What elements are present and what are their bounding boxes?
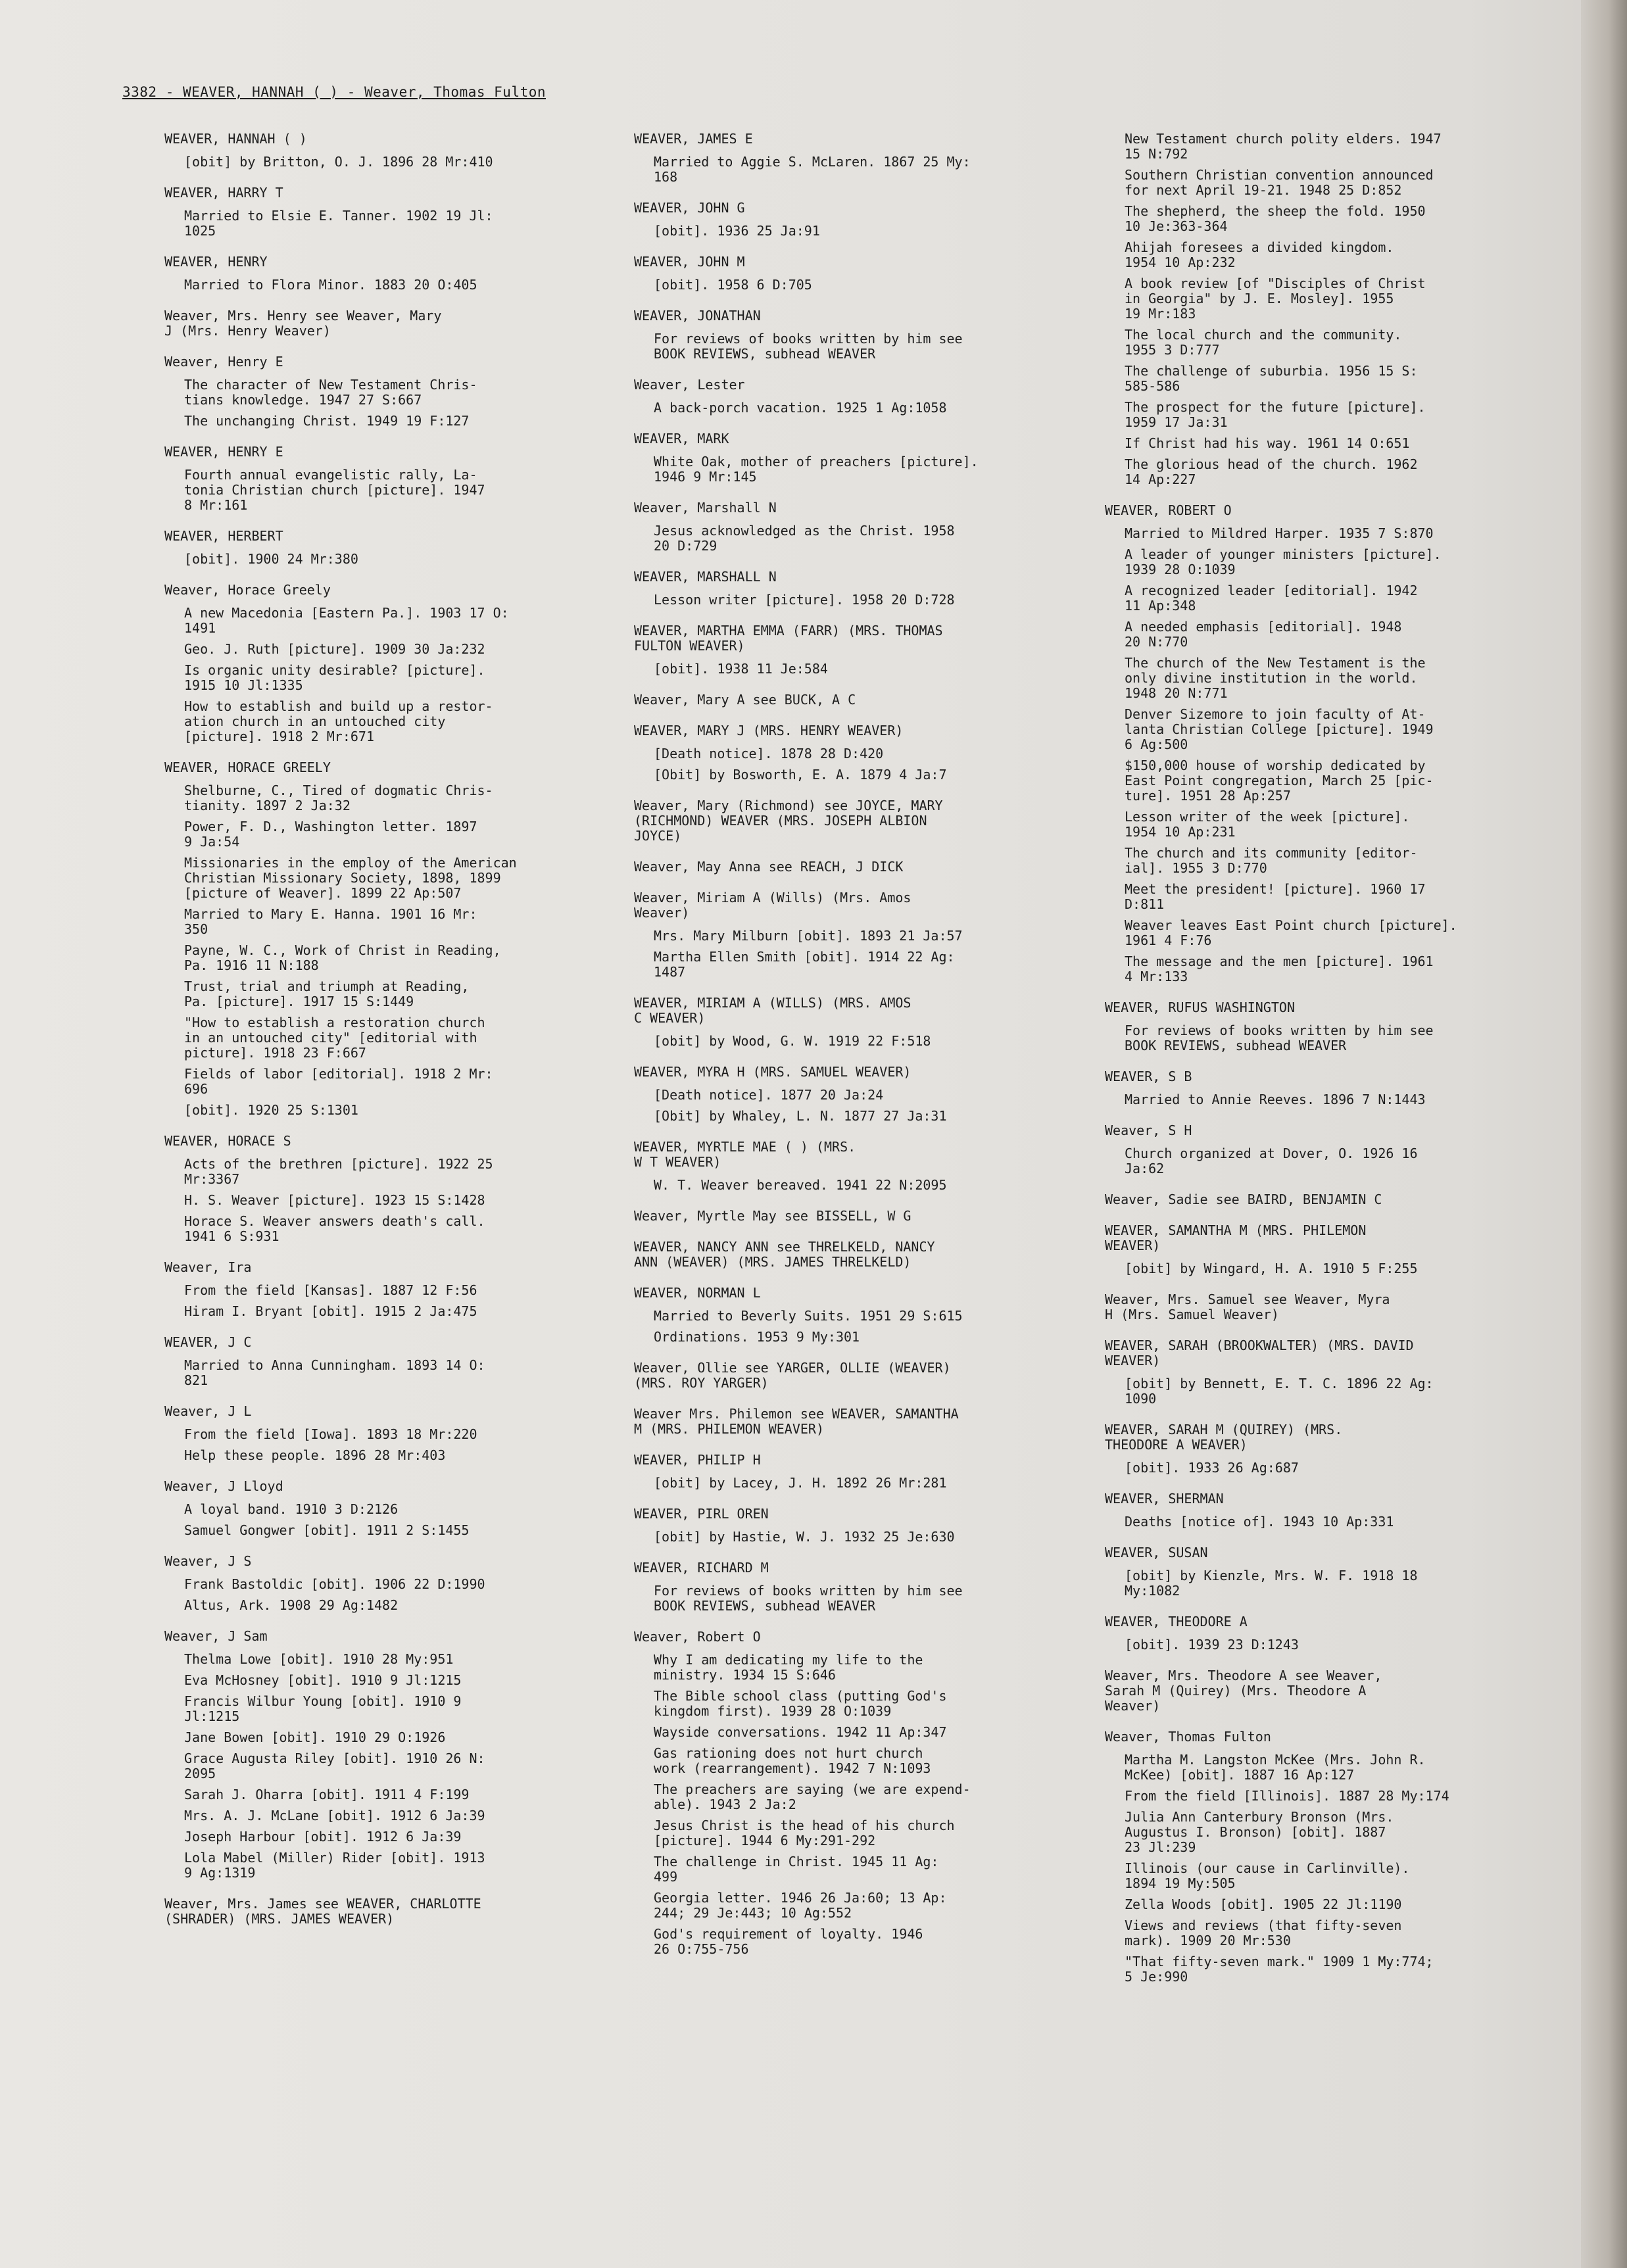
index-entry bbox=[1105, 1292, 1513, 1322]
index-entry bbox=[634, 1140, 1055, 1193]
entry-citation: Fourth annual evangelistic rally, La- tonia Christian church [picture]. 1947 8 Mr:161 bbox=[184, 467, 485, 513]
entry-citation: For reviews of books written by him see BOOK REVIEWS, subhead WEAVER bbox=[1125, 1023, 1434, 1053]
entry-citation: The message and the men [picture]. 1961 4 Mr:133 bbox=[1125, 953, 1434, 984]
entry-heading: Weaver, Thomas Fulton bbox=[1105, 1729, 1271, 1745]
entry-citation: [obit] by Britton, O. J. 1896 28 Mr:410 bbox=[184, 154, 493, 170]
index-entry bbox=[164, 1404, 598, 1463]
entry-citation: The church of the New Testament is the only divine institution in the world. 1948 20 N:771 bbox=[1125, 655, 1426, 701]
entry-citation: [Death notice]. 1878 28 D:420 bbox=[654, 746, 884, 761]
entry-citation: Martha M. Langston McKee (Mrs. John R. McKee) [obit]. 1887 16 Ap:127 bbox=[1125, 1752, 1426, 1783]
entry-citation: A leader of younger ministers [picture]. 1939 28 O:1039 bbox=[1125, 546, 1442, 577]
entry-citation: Shelburne, C., Tired of dogmatic Chris- tianity. 1897 2 Ja:32 bbox=[184, 783, 493, 813]
entry-heading: Weaver, Henry E bbox=[164, 354, 283, 370]
entry-citation: Denver Sizemore to join faculty of At- lanta Christian College [picture]. 1949 6 Ag:500 bbox=[1125, 706, 1434, 752]
entry-heading: Weaver, Lester bbox=[634, 377, 745, 393]
entry-citation: Married to Flora Minor. 1883 20 O:405 bbox=[184, 277, 477, 293]
entry-citation: Payne, W. C., Work of Christ in Reading, Pa. 1916 11 N:188 bbox=[184, 942, 501, 973]
entry-heading: WEAVER, PIRL OREN bbox=[634, 1506, 769, 1522]
entry-citation: Jesus acknowledged as the Christ. 1958 20 D:729 bbox=[654, 523, 955, 554]
entry-heading: WEAVER, MYRA H (MRS. SAMUEL WEAVER) bbox=[634, 1064, 911, 1080]
entry-heading: WEAVER, PHILIP H bbox=[634, 1452, 761, 1468]
entry-heading: Weaver, Ollie see YARGER, OLLIE (WEAVER) (MRS. ROY YARGER) bbox=[634, 1360, 951, 1391]
index-column-2 bbox=[634, 132, 1055, 1973]
entry-citation: Lesson writer of the week [picture]. 1954 10 Ap:231 bbox=[1125, 809, 1410, 840]
entry-citation: [obit] by Wingard, H. A. 1910 5 F:255 bbox=[1125, 1261, 1418, 1276]
index-entry bbox=[1105, 1338, 1513, 1407]
entry-citation: Mrs. A. J. McLane [obit]. 1912 6 Ja:39 bbox=[184, 1808, 485, 1823]
entry-heading: WEAVER, HANNAH ( ) bbox=[164, 131, 307, 147]
entry-citation: Lesson writer [picture]. 1958 20 D:728 bbox=[654, 592, 955, 608]
index-entry bbox=[164, 1554, 598, 1613]
entry-heading: WEAVER, HARRY T bbox=[164, 185, 283, 201]
entry-heading: Weaver, J Lloyd bbox=[164, 1478, 283, 1494]
entry-citation: Eva McHosney [obit]. 1910 9 Jl:1215 bbox=[184, 1672, 462, 1688]
index-entry bbox=[164, 185, 598, 239]
entry-heading: Weaver, J Sam bbox=[164, 1628, 268, 1644]
entry-heading: WEAVER, SAMANTHA M (MRS. PHILEMON WEAVER) bbox=[1105, 1222, 1367, 1253]
entry-citation: Southern Christian convention announced for next April 19-21. 1948 25 D:852 bbox=[1125, 167, 1434, 198]
entry-citation: Lola Mabel (Miller) Rider [obit]. 1913 9 Ag:1319 bbox=[184, 1850, 485, 1881]
entry-citation: Acts of the brethren [picture]. 1922 25 Mr:3367 bbox=[184, 1156, 493, 1187]
entry-heading: WEAVER, MARSHALL N bbox=[634, 569, 777, 585]
entry-citation: Geo. J. Ruth [picture]. 1909 30 Ja:232 bbox=[184, 641, 485, 657]
entry-citation: [obit] by Lacey, J. H. 1892 26 Mr:281 bbox=[654, 1475, 947, 1491]
entry-citation: Weaver leaves East Point church [picture]. 1961 4 F:76 bbox=[1125, 917, 1457, 948]
index-entry bbox=[634, 798, 1055, 844]
entry-citation: Wayside conversations. 1942 11 Ap:347 bbox=[654, 1724, 947, 1740]
index-entry bbox=[164, 583, 598, 744]
entry-citation: A new Macedonia [Eastern Pa.]. 1903 17 O: 1491 bbox=[184, 605, 509, 636]
entry-citation: [obit] by Wood, G. W. 1919 22 F:518 bbox=[654, 1033, 931, 1049]
entry-heading: WEAVER, NANCY ANN see THRELKELD, NANCY ANN (WEAVER) (MRS. JAMES THRELKELD) bbox=[634, 1239, 935, 1270]
entry-citation: Help these people. 1896 28 Mr:403 bbox=[184, 1447, 446, 1463]
entry-citation: "That fifty-seven mark." 1909 1 My:774; 5 Je:990 bbox=[1125, 1954, 1434, 1985]
index-entry bbox=[634, 254, 1055, 293]
index-entry bbox=[634, 201, 1055, 239]
index-entry bbox=[164, 1629, 598, 1881]
entry-heading: WEAVER, SARAH (BROOKWALTER) (MRS. DAVID WEAVER) bbox=[1105, 1338, 1414, 1368]
index-entry bbox=[634, 1407, 1055, 1437]
entry-citation: [Obit] by Bosworth, E. A. 1879 4 Ja:7 bbox=[654, 767, 947, 783]
index-entry bbox=[634, 692, 1055, 708]
entry-heading: Weaver, Marshall N bbox=[634, 500, 777, 516]
entry-citation: Married to Mary E. Hanna. 1901 16 Mr: 350 bbox=[184, 906, 477, 937]
index-entry bbox=[634, 1361, 1055, 1391]
entry-heading: WEAVER, JAMES E bbox=[634, 131, 753, 147]
entry-citation: Sarah J. Oharra [obit]. 1911 4 F:199 bbox=[184, 1787, 470, 1802]
entry-heading: Weaver, Sadie see BAIRD, BENJAMIN C bbox=[1105, 1192, 1382, 1207]
entry-heading: Weaver, Mary (Richmond) see JOYCE, MARY (RICHMOND) WEAVER (MRS. JOSEPH ALBION JOYCE) bbox=[634, 798, 943, 844]
entry-citation: If Christ had his way. 1961 14 O:651 bbox=[1125, 435, 1410, 451]
index-entry bbox=[634, 1629, 1055, 1957]
entry-citation: Jane Bowen [obit]. 1910 29 O:1926 bbox=[184, 1729, 446, 1745]
entry-citation: White Oak, mother of preachers [picture]. 1946 9 Mr:145 bbox=[654, 454, 979, 485]
entry-heading: WEAVER, MARK bbox=[634, 431, 729, 446]
index-entry bbox=[1105, 1000, 1513, 1053]
entry-heading: WEAVER, MYRTLE MAE ( ) (MRS. W T WEAVER) bbox=[634, 1139, 856, 1170]
index-entry bbox=[1105, 1123, 1513, 1176]
index-entry bbox=[1105, 1729, 1513, 1985]
entry-heading: Weaver, Mrs. James see WEAVER, CHARLOTTE (SHRADER) (MRS. JAMES WEAVER) bbox=[164, 1896, 481, 1927]
index-entry bbox=[634, 431, 1055, 485]
index-entry bbox=[164, 1335, 598, 1388]
entry-heading: Weaver, S H bbox=[1105, 1122, 1192, 1138]
entry-heading: Weaver, Mrs. Henry see Weaver, Mary J (Mrs. Henry Weaver) bbox=[164, 308, 442, 339]
entry-heading: WEAVER, HENRY E bbox=[164, 444, 283, 460]
entry-citation: The preachers are saying (we are expend- able). 1943 2 Ja:2 bbox=[654, 1781, 971, 1812]
entry-citation: Joseph Harbour [obit]. 1912 6 Ja:39 bbox=[184, 1829, 462, 1845]
entry-citation: God's requirement of loyalty. 1946 26 O:755-756 bbox=[654, 1926, 923, 1957]
index-entry bbox=[634, 1065, 1055, 1124]
index-entry bbox=[1105, 1668, 1513, 1714]
entry-citation: [obit] by Hastie, W. J. 1932 25 Je:630 bbox=[654, 1529, 955, 1545]
entry-citation: Altus, Ark. 1908 29 Ag:1482 bbox=[184, 1597, 399, 1613]
index-column-1 bbox=[164, 132, 598, 1942]
entry-citation: Gas rationing does not hurt church work (rearrangement). 1942 7 N:1093 bbox=[654, 1745, 931, 1776]
entry-citation: [obit] by Kienzle, Mrs. W. F. 1918 18 My:1082 bbox=[1125, 1568, 1418, 1599]
entry-citation: [obit]. 1958 6 D:705 bbox=[654, 277, 812, 293]
entry-heading: Weaver, Mary A see BUCK, A C bbox=[634, 692, 856, 708]
entry-heading: WEAVER, S B bbox=[1105, 1069, 1192, 1084]
entry-heading: WEAVER, HENRY bbox=[164, 254, 268, 270]
entry-heading: Weaver, May Anna see REACH, J DICK bbox=[634, 859, 904, 875]
index-entry bbox=[634, 500, 1055, 554]
index-entry bbox=[1105, 1491, 1513, 1530]
index-entry bbox=[1105, 1545, 1513, 1599]
index-entry bbox=[634, 1286, 1055, 1345]
index-entry bbox=[1105, 132, 1513, 487]
entry-citation: The glorious head of the church. 1962 14 Ap:227 bbox=[1125, 456, 1418, 487]
entry-citation: The challenge in Christ. 1945 11 Ag: 499 bbox=[654, 1854, 939, 1885]
entry-citation: Ahijah foresees a divided kingdom. 1954 10 Ap:232 bbox=[1125, 239, 1394, 270]
index-entry bbox=[164, 254, 598, 293]
entry-heading: WEAVER, HORACE S bbox=[164, 1133, 291, 1149]
entry-heading: WEAVER, SARAH M (QUIREY) (MRS. THEODORE A WEAVER) bbox=[1105, 1422, 1343, 1453]
entry-heading: Weaver, Ira bbox=[164, 1259, 252, 1275]
entry-citation: Married to Annie Reeves. 1896 7 N:1443 bbox=[1125, 1092, 1426, 1107]
entry-citation: Married to Aggie S. McLaren. 1867 25 My: 168 bbox=[654, 154, 971, 185]
entry-citation: A loyal band. 1910 3 D:2126 bbox=[184, 1501, 399, 1517]
index-entry bbox=[634, 377, 1055, 416]
index-entry bbox=[1105, 1192, 1513, 1207]
entry-heading: WEAVER, NORMAN L bbox=[634, 1285, 761, 1301]
index-entry bbox=[164, 760, 598, 1118]
entry-citation: Why I am dedicating my life to the ministry. 1934 15 S:646 bbox=[654, 1652, 923, 1683]
entry-citation: The prospect for the future [picture]. 1959 17 Ja:31 bbox=[1125, 399, 1426, 430]
entry-heading: WEAVER, THEODORE A bbox=[1105, 1614, 1248, 1629]
entry-citation: [obit]. 1936 25 Ja:91 bbox=[654, 223, 820, 239]
entry-citation: Is organic unity desirable? [picture]. 1915 10 Jl:1335 bbox=[184, 662, 485, 693]
entry-heading: WEAVER, JONATHAN bbox=[634, 308, 761, 324]
entry-citation: Church organized at Dover, O. 1926 16 Ja:62 bbox=[1125, 1146, 1418, 1176]
entry-citation: From the field [Kansas]. 1887 12 F:56 bbox=[184, 1282, 477, 1298]
entry-heading: Weaver, Myrtle May see BISSELL, W G bbox=[634, 1208, 911, 1224]
index-entry bbox=[634, 1507, 1055, 1545]
entry-citation: The Bible school class (putting God's kingdom first). 1939 28 O:1039 bbox=[654, 1688, 947, 1719]
entry-citation: [obit]. 1920 25 S:1301 bbox=[184, 1102, 358, 1118]
entry-citation: Samuel Gongwer [obit]. 1911 2 S:1455 bbox=[184, 1522, 470, 1538]
entry-citation: Married to Anna Cunningham. 1893 14 O: 821 bbox=[184, 1357, 485, 1388]
entry-citation: Grace Augusta Riley [obit]. 1910 26 N: 2095 bbox=[184, 1750, 485, 1781]
entry-citation: Frank Bastoldic [obit]. 1906 22 D:1990 bbox=[184, 1576, 485, 1592]
page-gutter-shadow bbox=[1581, 0, 1627, 2268]
index-entry bbox=[164, 445, 598, 513]
entry-heading: Weaver, Miriam A (Wills) (Mrs. Amos Weaver) bbox=[634, 890, 911, 921]
index-entry bbox=[634, 1209, 1055, 1224]
entry-citation: Georgia letter. 1946 26 Ja:60; 13 Ap: 244; 29 Je:443; 10 Ag:552 bbox=[654, 1890, 947, 1921]
index-entry bbox=[164, 1479, 598, 1538]
index-column-3 bbox=[1105, 132, 1513, 2000]
entry-citation: Married to Elsie E. Tanner. 1902 19 Jl: 1025 bbox=[184, 208, 493, 239]
entry-citation: From the field [Illinois]. 1887 28 My:174 bbox=[1125, 1788, 1449, 1804]
entry-citation: The unchanging Christ. 1949 19 F:127 bbox=[184, 413, 470, 429]
entry-heading: WEAVER, HORACE GREELY bbox=[164, 760, 331, 775]
index-entry bbox=[164, 132, 598, 170]
entry-heading: Weaver, Mrs. Theodore A see Weaver, Sarah M (Quirey) (Mrs. Theodore A Weaver) bbox=[1105, 1668, 1382, 1714]
index-entry bbox=[164, 354, 598, 429]
entry-citation: [Obit] by Whaley, L. N. 1877 27 Ja:31 bbox=[654, 1108, 947, 1124]
index-entry bbox=[634, 569, 1055, 608]
entry-citation: [obit]. 1939 23 D:1243 bbox=[1125, 1637, 1299, 1653]
entry-citation: "How to establish a restoration church in an untouched city" [editorial with picture]. 1918 23 F:667 bbox=[184, 1015, 485, 1061]
entry-heading: WEAVER, JOHN M bbox=[634, 254, 745, 270]
entry-citation: Views and reviews (that fifty-seven mark). 1909 20 Mr:530 bbox=[1125, 1918, 1402, 1948]
entry-citation: Meet the president! [picture]. 1960 17 D:811 bbox=[1125, 881, 1426, 912]
index-entry bbox=[164, 1260, 598, 1319]
entry-heading: WEAVER, MARY J (MRS. HENRY WEAVER) bbox=[634, 723, 904, 738]
entry-citation: The church and its community [editor- ial]. 1955 3 D:770 bbox=[1125, 845, 1418, 876]
entry-heading: Weaver, Horace Greely bbox=[164, 582, 331, 598]
entry-citation: A needed emphasis [editorial]. 1948 20 N:770 bbox=[1125, 619, 1402, 650]
entry-heading: WEAVER, SHERMAN bbox=[1105, 1491, 1224, 1507]
entry-citation: Julia Ann Canterbury Bronson (Mrs. Augustus I. Bronson) [obit]. 1887 23 Jl:239 bbox=[1125, 1809, 1394, 1855]
index-entry bbox=[164, 1896, 598, 1927]
entry-heading: WEAVER, ROBERT O bbox=[1105, 502, 1232, 518]
index-entry bbox=[164, 1134, 598, 1244]
index-entry bbox=[634, 308, 1055, 362]
entry-heading: Weaver, J L bbox=[164, 1403, 252, 1419]
entry-citation: W. T. Weaver bereaved. 1941 22 N:2095 bbox=[654, 1177, 947, 1193]
entry-citation: [Death notice]. 1877 20 Ja:24 bbox=[654, 1087, 884, 1103]
index-entry bbox=[634, 1240, 1055, 1270]
entry-heading: Weaver, Mrs. Samuel see Weaver, Myra H (Mrs. Samuel Weaver) bbox=[1105, 1291, 1390, 1322]
entry-citation: A back-porch vacation. 1925 1 Ag:1058 bbox=[654, 400, 947, 416]
entry-heading: Weaver, J S bbox=[164, 1553, 252, 1569]
entry-citation: Hiram I. Bryant [obit]. 1915 2 Ja:475 bbox=[184, 1303, 477, 1319]
running-header: 3382 - WEAVER, HANNAH ( ) - Weaver, Thomas Fulton bbox=[122, 84, 546, 100]
entry-citation: Mrs. Mary Milburn [obit]. 1893 21 Ja:57 bbox=[654, 928, 963, 944]
index-entry bbox=[164, 308, 598, 339]
entry-citation: From the field [Iowa]. 1893 18 Mr:220 bbox=[184, 1426, 477, 1442]
entry-citation: [obit]. 1938 11 Je:584 bbox=[654, 661, 828, 677]
entry-citation: The shepherd, the sheep the fold. 1950 10 Je:363-364 bbox=[1125, 203, 1426, 234]
entry-heading: WEAVER, RICHARD M bbox=[634, 1560, 769, 1576]
entry-citation: H. S. Weaver [picture]. 1923 15 S:1428 bbox=[184, 1192, 485, 1208]
entry-citation: [obit]. 1900 24 Mr:380 bbox=[184, 551, 358, 567]
entry-heading: WEAVER, J C bbox=[164, 1334, 252, 1350]
index-entry bbox=[1105, 503, 1513, 984]
entry-citation: A book review [of "Disciples of Christ in Georgia" by J. E. Mosley]. 1955 19 Mr:183 bbox=[1125, 276, 1426, 322]
entry-citation: Illinois (our cause in Carlinville). 1894 19 My:505 bbox=[1125, 1860, 1410, 1891]
entry-heading: Weaver, Robert O bbox=[634, 1629, 761, 1645]
entry-heading: WEAVER, SUSAN bbox=[1105, 1545, 1208, 1560]
entry-citation: [obit] by Bennett, E. T. C. 1896 22 Ag: 1090 bbox=[1125, 1376, 1434, 1407]
index-entry bbox=[634, 996, 1055, 1049]
index-entry bbox=[1105, 1069, 1513, 1107]
entry-heading: WEAVER, HERBERT bbox=[164, 528, 283, 544]
entry-citation: [obit]. 1933 26 Ag:687 bbox=[1125, 1460, 1299, 1476]
index-entry bbox=[634, 890, 1055, 980]
entry-heading: WEAVER, RUFUS WASHINGTON bbox=[1105, 1000, 1295, 1015]
entry-citation: Horace S. Weaver answers death's call. 1941 6 S:931 bbox=[184, 1213, 485, 1244]
entry-citation: The challenge of suburbia. 1956 15 S: 585-586 bbox=[1125, 363, 1418, 394]
entry-citation: Ordinations. 1953 9 My:301 bbox=[654, 1329, 860, 1345]
entry-citation: Jesus Christ is the head of his church [picture]. 1944 6 My:291-292 bbox=[654, 1818, 955, 1848]
index-entry bbox=[634, 723, 1055, 783]
entry-citation: $150,000 house of worship dedicated by East Point congregation, March 25 [pic- ture]. 1951 28 Ap:257 bbox=[1125, 758, 1434, 804]
entry-citation: Married to Beverly Suits. 1951 29 S:615 bbox=[654, 1308, 963, 1324]
index-entry bbox=[634, 623, 1055, 677]
index-entry bbox=[164, 529, 598, 567]
entry-citation: The local church and the community. 1955 3 D:777 bbox=[1125, 327, 1402, 358]
entry-citation: Zella Woods [obit]. 1905 22 Jl:1190 bbox=[1125, 1896, 1402, 1912]
entry-citation: Missionaries in the employ of the American Christian Missionary Society, 1898, 1899 [picture of Weaver]. 1899 22 Ap:507 bbox=[184, 855, 517, 901]
entry-citation: For reviews of books written by him see BOOK REVIEWS, subhead WEAVER bbox=[654, 1583, 963, 1614]
entry-citation: Married to Mildred Harper. 1935 7 S:870 bbox=[1125, 525, 1434, 541]
entry-citation: Trust, trial and triumph at Reading, Pa. [picture]. 1917 15 S:1449 bbox=[184, 978, 470, 1009]
entry-citation: The character of New Testament Chris- tians knowledge. 1947 27 S:667 bbox=[184, 377, 477, 408]
index-entry bbox=[634, 1560, 1055, 1614]
entry-citation: For reviews of books written by him see BOOK REVIEWS, subhead WEAVER bbox=[654, 331, 963, 362]
entry-citation: How to establish and build up a restor- ation church in an untouched city [picture]. 1918 2 Mr:671 bbox=[184, 698, 493, 744]
entry-heading: WEAVER, MIRIAM A (WILLS) (MRS. AMOS C WEAVER) bbox=[634, 995, 911, 1026]
index-entry bbox=[1105, 1614, 1513, 1653]
entry-citation: A recognized leader [editorial]. 1942 11 Ap:348 bbox=[1125, 583, 1418, 614]
entry-citation: Fields of labor [editorial]. 1918 2 Mr: 696 bbox=[184, 1066, 493, 1097]
entry-citation: Power, F. D., Washington letter. 1897 9 Ja:54 bbox=[184, 819, 477, 850]
index-entry bbox=[1105, 1422, 1513, 1476]
entry-heading: WEAVER, MARTHA EMMA (FARR) (MRS. THOMAS FULTON WEAVER) bbox=[634, 623, 943, 654]
entry-citation: Martha Ellen Smith [obit]. 1914 22 Ag: 1487 bbox=[654, 949, 955, 980]
index-entry bbox=[634, 859, 1055, 875]
index-entry bbox=[634, 1453, 1055, 1491]
entry-citation: Deaths [notice of]. 1943 10 Ap:331 bbox=[1125, 1514, 1394, 1530]
entry-heading: WEAVER, JOHN G bbox=[634, 200, 745, 216]
entry-heading: Weaver Mrs. Philemon see WEAVER, SAMANTHA M (MRS. PHILEMON WEAVER) bbox=[634, 1406, 959, 1437]
entry-citation: New Testament church polity elders. 1947 15 N:792 bbox=[1125, 131, 1442, 162]
entry-citation: Francis Wilbur Young [obit]. 1910 9 Jl:1215 bbox=[184, 1693, 462, 1724]
entry-citation: Thelma Lowe [obit]. 1910 28 My:951 bbox=[184, 1651, 454, 1667]
index-entry bbox=[634, 132, 1055, 185]
index-entry bbox=[1105, 1223, 1513, 1276]
